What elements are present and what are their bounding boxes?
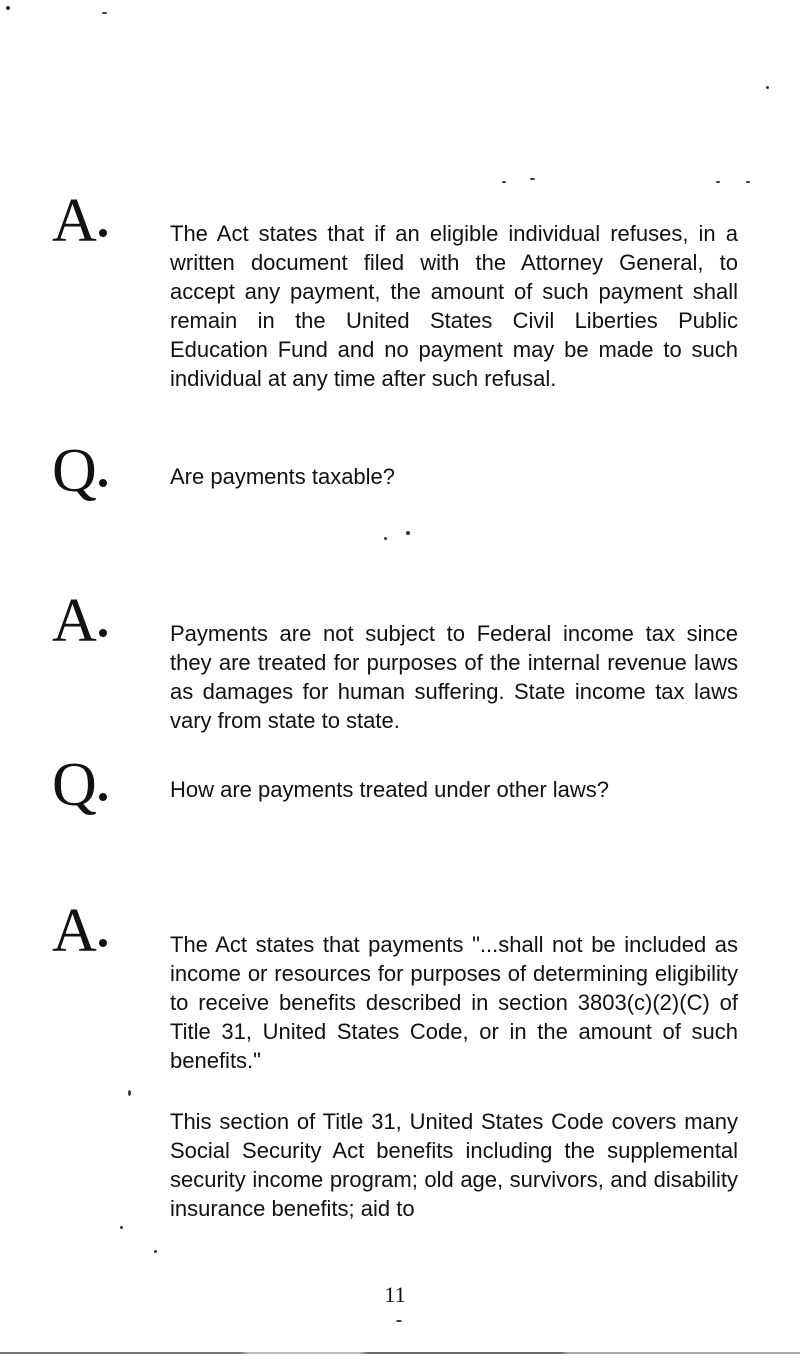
marker-dot xyxy=(99,479,107,487)
scan-speck xyxy=(384,537,387,540)
question-text: How are payments treated under other laws? xyxy=(170,777,610,802)
answer-text: The Act states that if an eligible individual refuses, in a written document filed with the Attorney General, to accept any payment, the amount of such payment shall remain in the United States Civil Liberties Public Education Fund and no payment may be made to such individual at any time after such refusal. xyxy=(170,221,738,391)
scan-speck xyxy=(102,12,107,14)
scan-speck xyxy=(406,531,410,535)
scan-speck xyxy=(396,1320,402,1322)
page-number: 11 xyxy=(384,1282,406,1307)
scan-speck xyxy=(128,1090,131,1096)
marker-dot xyxy=(99,939,107,947)
answer-text: The Act states that payments "...shall not be included as income or resources for purposes of determining eligibility to receive benefits described in section 3803(c)(2)(C) of Title 31, United States Code, or in the amount of such benefits." xyxy=(170,932,738,1073)
scan-speck xyxy=(716,181,720,183)
scan-speck xyxy=(6,6,10,10)
scan-speck xyxy=(154,1250,157,1253)
answer-marker: A xyxy=(52,590,107,652)
question-marker: Q xyxy=(52,440,107,502)
scan-speck xyxy=(120,1226,123,1229)
question-text: Are payments taxable? xyxy=(170,464,396,489)
marker-dot xyxy=(99,629,107,637)
scan-speck xyxy=(530,178,535,180)
scan-speck xyxy=(746,181,750,183)
answer-marker: A xyxy=(52,190,107,252)
question-marker: Q xyxy=(52,754,107,816)
marker-dot xyxy=(99,229,107,237)
scan-edge-line xyxy=(0,1352,800,1354)
answer-marker: A xyxy=(52,900,107,962)
body-paragraph: This section of Title 31, United States Code covers many Social Security Act benefits including the supplemental security income program; old age, survivors, and disability insurance benefits; aid to xyxy=(170,1109,738,1221)
marker-dot xyxy=(99,793,107,801)
scan-speck xyxy=(502,181,506,183)
scan-speck xyxy=(766,86,769,89)
answer-text: Payments are not subject to Federal income tax since they are treated for purposes of the internal revenue laws as damages for human suffering. State income tax laws vary from state to state. xyxy=(170,621,738,733)
